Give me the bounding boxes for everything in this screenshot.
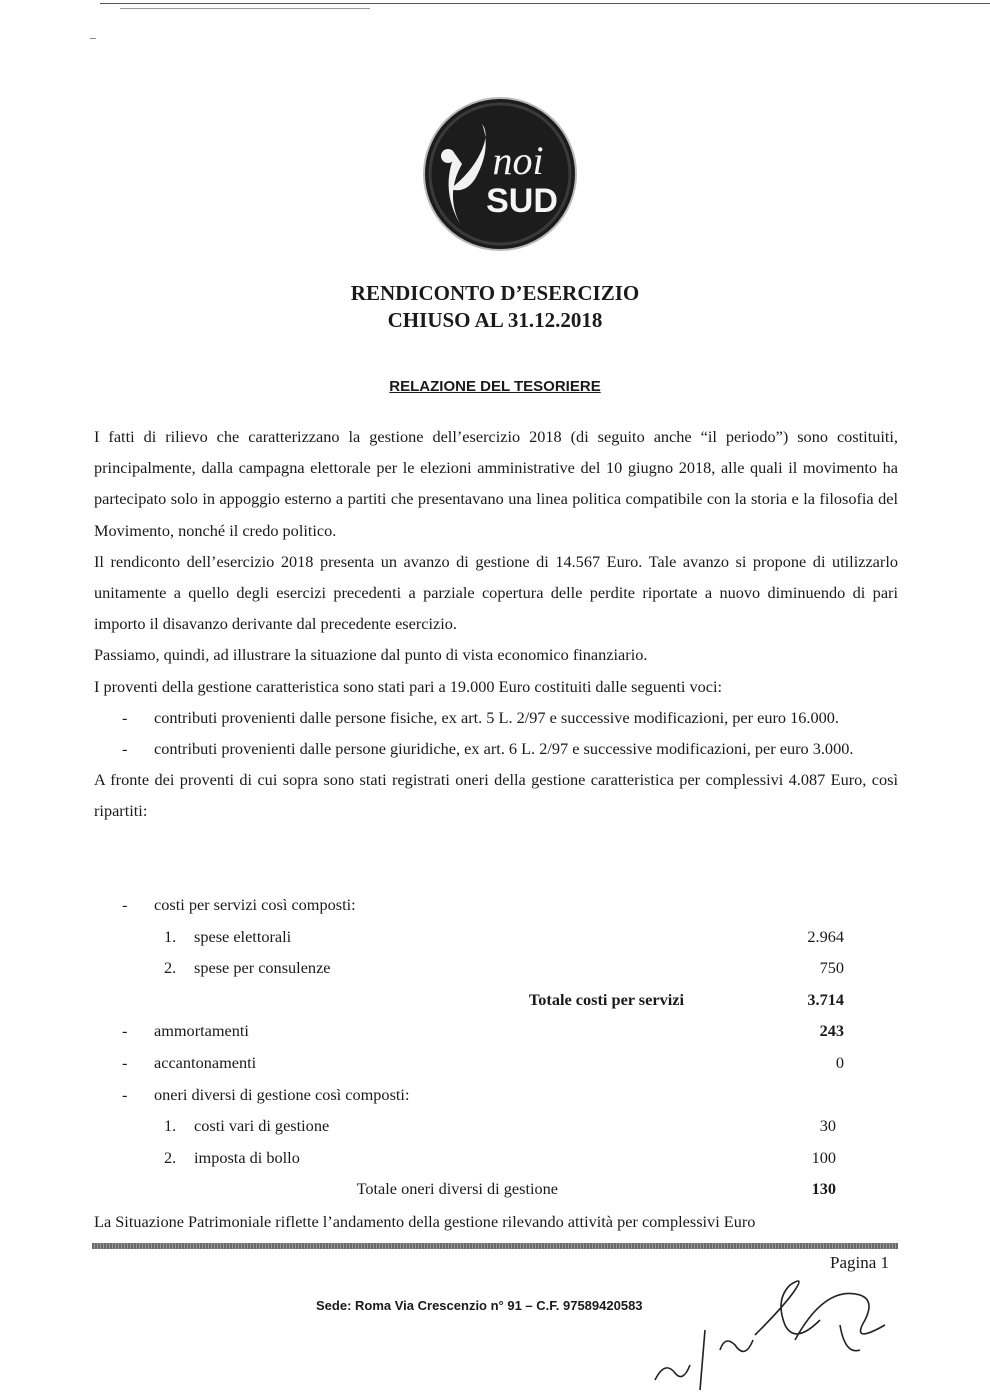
bullet-text: contributi provenienti dalle persone fisiche, ex art. 5 L. 2/97 e successive modificazioni, per euro 16.000.	[154, 707, 839, 727]
margin-mark	[90, 38, 96, 39]
handwritten-signature	[645, 1265, 895, 1395]
cost-total-row	[94, 1179, 898, 1211]
noi-sud-logo	[420, 94, 580, 254]
costs-breakdown	[94, 895, 898, 1211]
cost-row	[94, 1021, 898, 1053]
title-line-1: RENDICONTO D’ESERCIZIO	[350, 281, 640, 305]
cost-row	[94, 1085, 898, 1117]
cost-row	[94, 958, 898, 990]
cost-item-number: 1.	[164, 1116, 177, 1136]
cost-item-label: imposta di bollo	[194, 1147, 300, 1167]
footer-address: Sede: Roma Via Crescenzio n° 91 – C.F. 97589420583	[316, 1298, 643, 1313]
body-text	[94, 421, 898, 827]
top-rule-secondary	[120, 8, 370, 9]
cost-item-value: 100	[811, 1147, 836, 1167]
bullet-item	[94, 733, 898, 764]
cost-label: costi per servizi così composti:	[154, 895, 356, 914]
cost-row	[94, 1116, 898, 1148]
cost-value: 243	[819, 1021, 844, 1041]
cost-item-value: 750	[819, 958, 844, 978]
title-line-2: CHIUSO AL 31.12.2018	[387, 308, 603, 332]
bullet-dash: -	[122, 1084, 128, 1104]
cost-label: accantonamenti	[154, 1052, 257, 1072]
cost-label: oneri diversi di gestione così composti:	[154, 1084, 410, 1104]
cost-item-label: spese elettorali	[194, 926, 292, 946]
cost-item-number: 2.	[164, 1147, 177, 1167]
cost-item-value: 30	[819, 1116, 836, 1136]
cost-total-row	[94, 990, 898, 1022]
top-rule	[100, 3, 990, 4]
bullet-dash: -	[122, 1052, 128, 1072]
paragraph-1: I fatti di rilievo che caratterizzano la gestione dell’esercizio 2018 (di seguito anche “il periodo”) sono costituiti, principalmente, dalla campagna elettorale per le elezioni amministrative del 10 giugno 2018, alle quali il movimento ha partecipato solo in appoggio esterno a partiti che presentavano una linea politica compatibile con la storia e la filosofia del Movimento, nonché il credo politico.	[94, 427, 898, 540]
footer-band	[92, 1243, 898, 1249]
bullet-item	[94, 702, 898, 733]
cost-row	[94, 895, 898, 927]
cost-total-value: 3.714	[807, 989, 844, 1009]
paragraph-4: I proventi della gestione caratteristica sono stati pari a 19.000 Euro costituiti dalle seguenti voci:	[94, 676, 723, 696]
logo-text-top: noi	[492, 138, 544, 183]
bullet-dash: -	[122, 707, 128, 727]
section-subtitle: RELAZIONE DEL TESORIERE	[389, 378, 601, 395]
logo-text-bottom: SUD	[486, 182, 558, 220]
cost-label: ammortamenti	[154, 1021, 249, 1041]
cost-item-label: spese per consulenze	[194, 958, 331, 978]
cost-total-value: 130	[811, 1179, 836, 1199]
bullet-dash: -	[122, 739, 128, 759]
bullet-dash: -	[122, 895, 128, 914]
cost-value: 0	[835, 1052, 844, 1072]
paragraph-5: A fronte dei proventi di cui sopra sono stati registrati oneri della gestione caratteristica per complessivi 4.087 Euro, così ripartiti:	[94, 770, 898, 821]
cost-row	[94, 1148, 898, 1180]
bullet-dash: -	[122, 1021, 128, 1041]
cost-item-value: 2.964	[807, 926, 844, 946]
paragraph-2: Il rendiconto dell’esercizio 2018 presenta un avanzo di gestione di 14.567 Euro. Tale avanzo si propone di utilizzarlo unitamente a quello degli esercizi precedenti a parziale copertura delle perdite riportate a nuovo diminuendo di pari importo il disavanzo derivante dal precedente esercizio.	[94, 551, 898, 634]
cost-item-number: 1.	[164, 926, 177, 946]
bullet-text: contributi provenienti dalle persone giuridiche, ex art. 6 L. 2/97 e successive modificazioni, per euro 3.000.	[154, 739, 854, 759]
cost-total-label: Totale costi per servizi	[528, 989, 684, 1009]
cost-row	[94, 927, 898, 959]
cost-total-label: Totale oneri diversi di gestione	[356, 1179, 558, 1199]
cost-item-label: costi vari di gestione	[194, 1116, 330, 1136]
paragraph-last: La Situazione Patrimoniale riflette l’andamento della gestione rilevando attività per complessivi Euro	[94, 1212, 756, 1231]
cost-row	[94, 1053, 898, 1085]
cost-item-number: 2.	[164, 958, 177, 978]
paragraph-3: Passiamo, quindi, ad illustrare la situazione dal punto di vista economico finanziario.	[94, 645, 648, 665]
page-number: Pagina 1	[830, 1253, 890, 1272]
